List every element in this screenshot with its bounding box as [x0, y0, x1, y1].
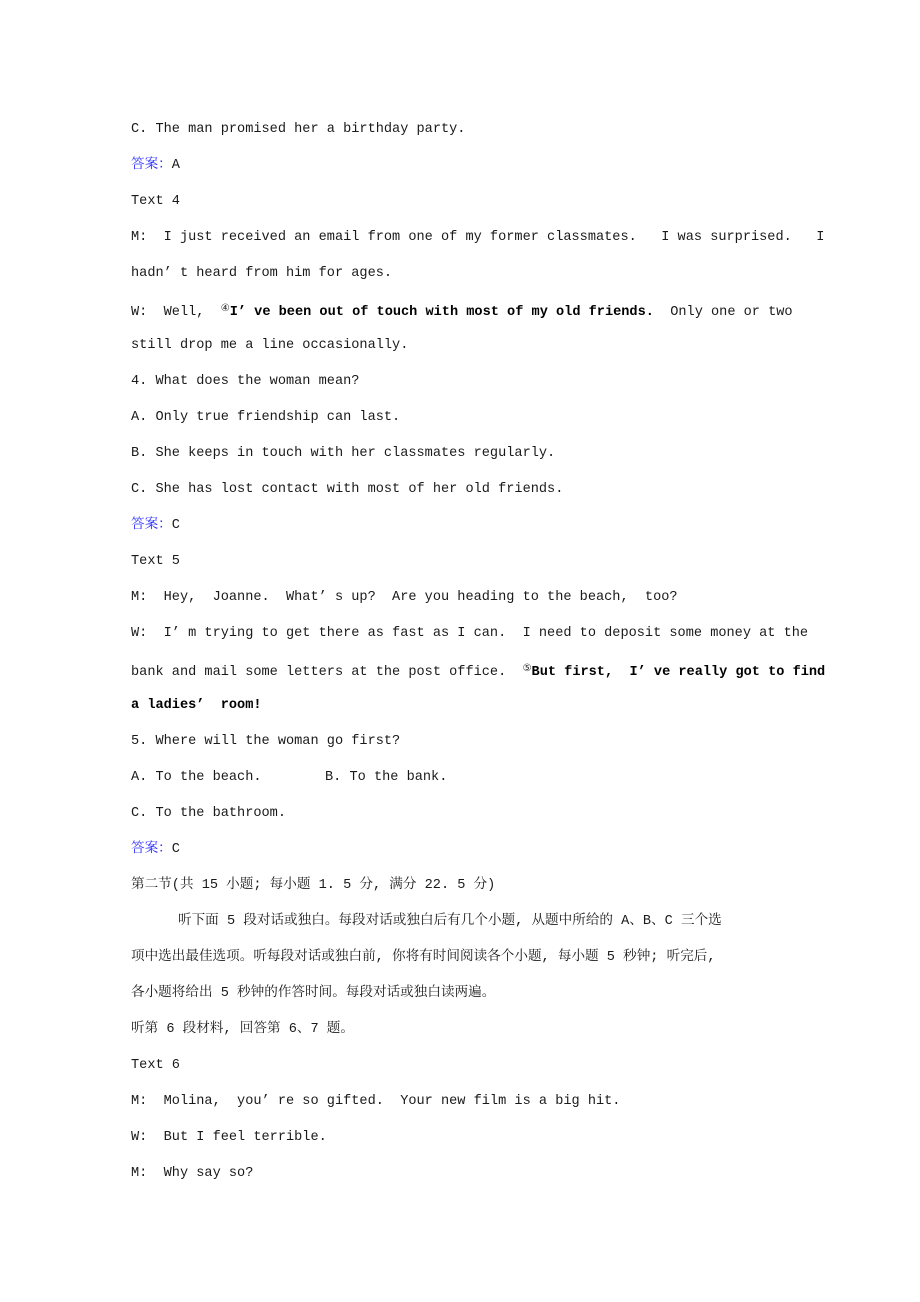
key-sentence: a ladies’ room!	[131, 698, 262, 713]
section-2-heading: 第二节(共 15 小题; 每小题 1. 5 分, 满分 22. 5 分)	[131, 878, 496, 893]
answer-label: 答案：	[131, 518, 172, 533]
text: Only one or two	[653, 305, 793, 320]
marker: ④	[220, 304, 230, 315]
document-page	[131, 112, 851, 1192]
dialogue-line: M: I just received an email from one of my former classmates. I was surprised. I	[131, 230, 825, 245]
dialogue-line: M: Molina, you’ re so gifted. Your new film is a big hit.	[131, 1094, 621, 1109]
option-a: A. Only true friendship can last.	[131, 410, 401, 425]
option-b: B. To the bank.	[325, 770, 448, 785]
answer-label: 答案：	[131, 842, 172, 857]
answer-q3	[131, 148, 851, 184]
text: W: Well,	[131, 305, 221, 320]
answer-value: C	[171, 518, 180, 533]
dialogue-line	[131, 292, 851, 328]
instructions: 各小题将给出 5 秒钟的作答时间。每段对话或独白读两遍。	[131, 986, 496, 1001]
option-c-q3: C. The man promised her a birthday party.	[131, 122, 466, 137]
answer-value: C	[171, 842, 180, 857]
marker: ⑤	[522, 664, 532, 675]
option-c: C. To the bathroom.	[131, 806, 286, 821]
instructions: 项中选出最佳选项。听每段对话或独白前, 你将有时间阅读各个小题, 每小题 5 秒钟; 听完后,	[131, 950, 716, 965]
text-4-heading: Text 4	[131, 194, 180, 209]
option-a: A. To the beach.	[131, 770, 262, 785]
dialogue-line: M: Hey, Joanne. What’ s up? Are you heading to the beach, too?	[131, 590, 678, 605]
option-b: B. She keeps in touch with her classmates regularly.	[131, 446, 556, 461]
answer-label: 答案：	[131, 158, 172, 173]
question-4: 4. What does the woman mean?	[131, 374, 360, 389]
option-c: C. She has lost contact with most of her old friends.	[131, 482, 564, 497]
text-6-heading: Text 6	[131, 1058, 180, 1073]
options-ab	[131, 760, 851, 796]
dialogue-line	[131, 652, 851, 688]
question-5: 5. Where will the woman go first?	[131, 734, 401, 749]
key-sentence: I’ ve been out of touch with most of my old friends.	[229, 305, 654, 320]
dialogue-line: W: I’ m trying to get there as fast as I can. I need to deposit some money at the	[131, 626, 809, 641]
key-sentence: But first, I’ ve really got to find	[531, 665, 826, 680]
dialogue-line: still drop me a line occasionally.	[131, 338, 409, 353]
answer-q4	[131, 508, 851, 544]
text-5-heading: Text 5	[131, 554, 180, 569]
answer-value: A	[171, 158, 180, 173]
text: bank and mail some letters at the post office.	[131, 665, 523, 680]
dialogue-line: W: But I feel terrible.	[131, 1130, 327, 1145]
answer-q5	[131, 832, 851, 868]
dialogue-line: M: Why say so?	[131, 1166, 254, 1181]
instructions: 听第 6 段材料, 回答第 6、7 题。	[131, 1022, 354, 1037]
instructions: 听下面 5 段对话或独白。每段对话或独白后有几个小题, 从题中所给的 A、B、C 三个选	[178, 914, 722, 929]
dialogue-line: hadn’ t heard from him for ages.	[131, 266, 393, 281]
